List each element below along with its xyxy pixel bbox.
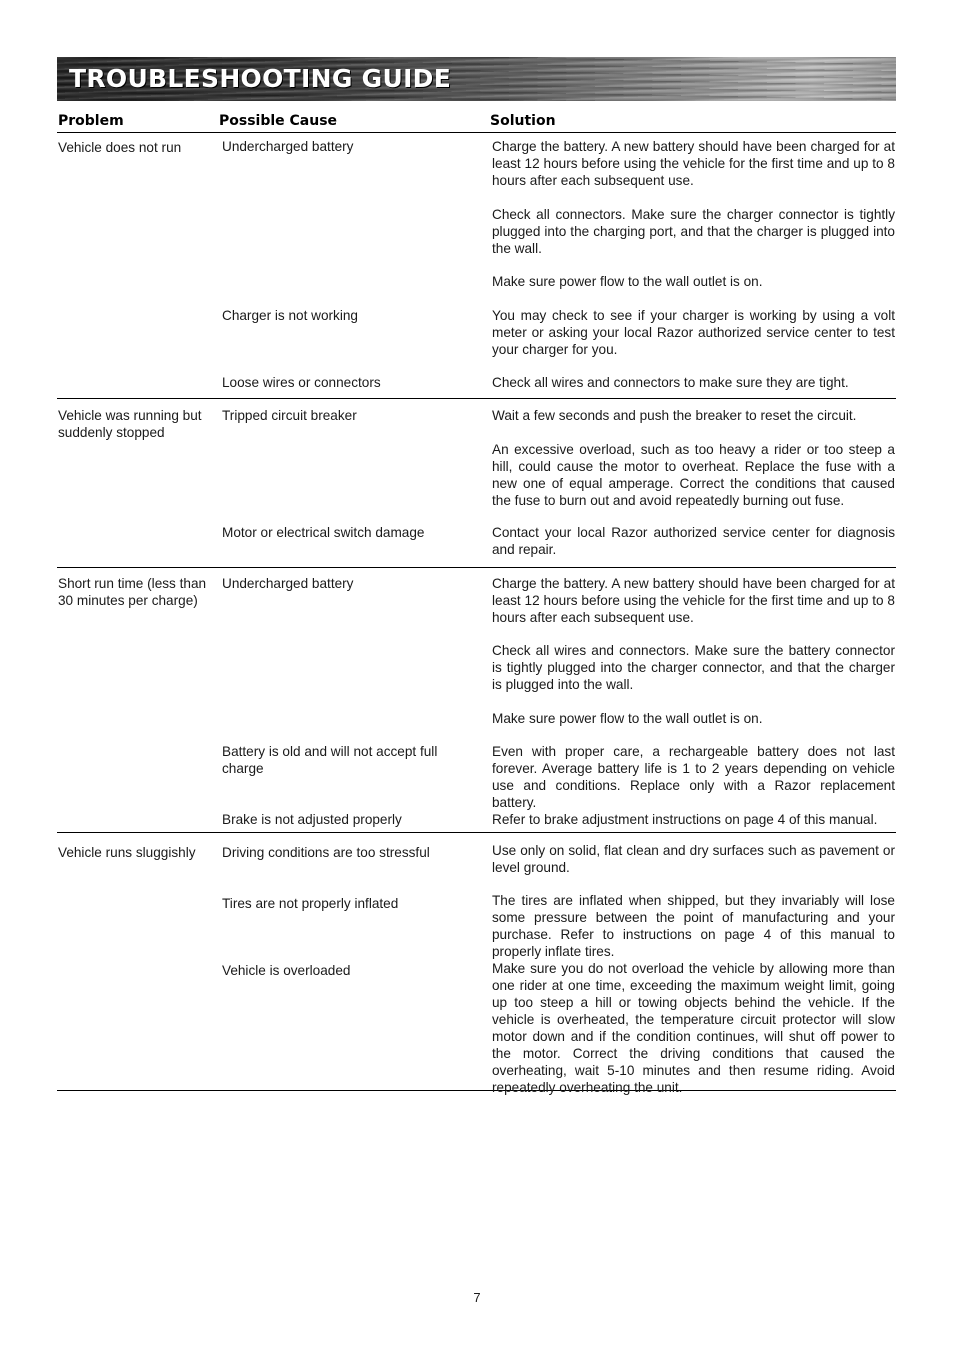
header-possible-cause: Possible Cause: [219, 113, 338, 129]
cause-cell: Tires are not properly inflated: [222, 896, 399, 911]
solution-cell: The tires are inflated when shipped, but they invariably will lose some pressure between the point of manufacturing and your purchase. Refer to instructions on page 4 of this manual to properly inflate tires.: [492, 893, 895, 959]
title-banner: [57, 57, 896, 101]
cause-cell: Brake is not adjusted properly: [222, 812, 402, 827]
table-row-group: [57, 833, 896, 1095]
page-title: TROUBLESHOOTING GUIDE: [69, 64, 452, 93]
table-row-group: [57, 568, 896, 833]
problem-cell: Vehicle does not run: [58, 140, 182, 155]
solution-cell: Charge the battery. A new battery should have been charged for at least 12 hours before using the vehicle for the first time and up to 8 hours after each subsequent use.: [492, 576, 895, 625]
cause-cell: Tripped circuit breaker: [222, 408, 357, 423]
cause-cell: Charger is not working: [222, 308, 358, 323]
page-number: 7: [473, 1290, 481, 1305]
solution-cell: Wait a few seconds and push the breaker to reset the circuit.: [492, 408, 857, 423]
cause-cell: Motor or electrical switch damage: [222, 525, 425, 540]
solution-cell: Check all wires and connectors. Make sure the battery connector is tightly plugged into the charger connector, and that the charger is plugged into the wall.: [492, 643, 895, 692]
solution-cell: Even with proper care, a rechargeable battery does not last forever. Average battery life is 1 to 2 years depending on vehicle use and conditions. Replace only with a Razor replacement battery.: [492, 744, 895, 810]
cause-cell: Undercharged battery: [222, 576, 354, 591]
header-problem: Problem: [58, 113, 124, 129]
solution-cell: Make sure power flow to the wall outlet is on.: [492, 711, 763, 726]
solution-cell: Refer to brake adjustment instructions on page 4 of this manual.: [492, 812, 878, 827]
problem-cell: Short run time (less than 30 minutes per charge): [58, 576, 207, 608]
header-solution: Solution: [490, 113, 556, 129]
table-row-group: [57, 399, 896, 568]
solution-cell: An excessive overload, such as too heavy a rider or too steep a hill, could cause the motor to overheat. Replace the fuse with a new one of equal amperage. Correct the conditions that caused the fuse to burn out and avoid repeatedly burning out fuse.: [492, 442, 895, 508]
solution-cell: Contact your local Razor authorized service center for diagnosis and repair.: [492, 525, 895, 557]
cause-cell: Driving conditions are too stressful: [222, 845, 430, 860]
problem-cell: Vehicle was running but suddenly stopped: [58, 408, 202, 440]
problem-cell: Vehicle runs sluggishly: [58, 845, 196, 860]
solution-cell: Use only on solid, flat clean and dry surfaces such as pavement or level ground.: [492, 843, 895, 875]
cause-cell: Battery is old and will not accept full charge: [222, 744, 438, 776]
table-row-group: [57, 133, 896, 399]
solution-cell: Check all connectors. Make sure the charger connector is tightly plugged into the charging port, and that the charger is plugged into the wall.: [492, 207, 895, 256]
solution-cell: Make sure you do not overload the vehicle by allowing more than one rider at one time, exceeding the maximum weight limit, going up too steep a hill or towing objects behind the vehicle. If the vehicle is overheated, the temperature circuit protector will slow motor down and if the condition continues, will shut off power to the motor. Correct the driving conditions that caused the overheating, wait 5-10 minutes and then resume riding. Avoid repeatedly overheating the unit.: [492, 961, 895, 1095]
cause-cell: Loose wires or connectors: [222, 375, 381, 390]
solution-cell: Make sure power flow to the wall outlet is on.: [492, 274, 763, 289]
cause-cell: Vehicle is overloaded: [222, 963, 351, 978]
solution-cell: You may check to see if your charger is working by using a volt meter or asking your local Razor authorized service center to test your charger for you.: [492, 308, 895, 357]
solution-cell: Check all wires and connectors to make sure they are tight.: [492, 375, 849, 390]
solution-cell: Charge the battery. A new battery should have been charged for at least 12 hours before using the vehicle for the first time and up to 8 hours after each subsequent use.: [492, 139, 895, 188]
cause-cell: Undercharged battery: [222, 139, 354, 154]
table-header: [57, 112, 896, 133]
